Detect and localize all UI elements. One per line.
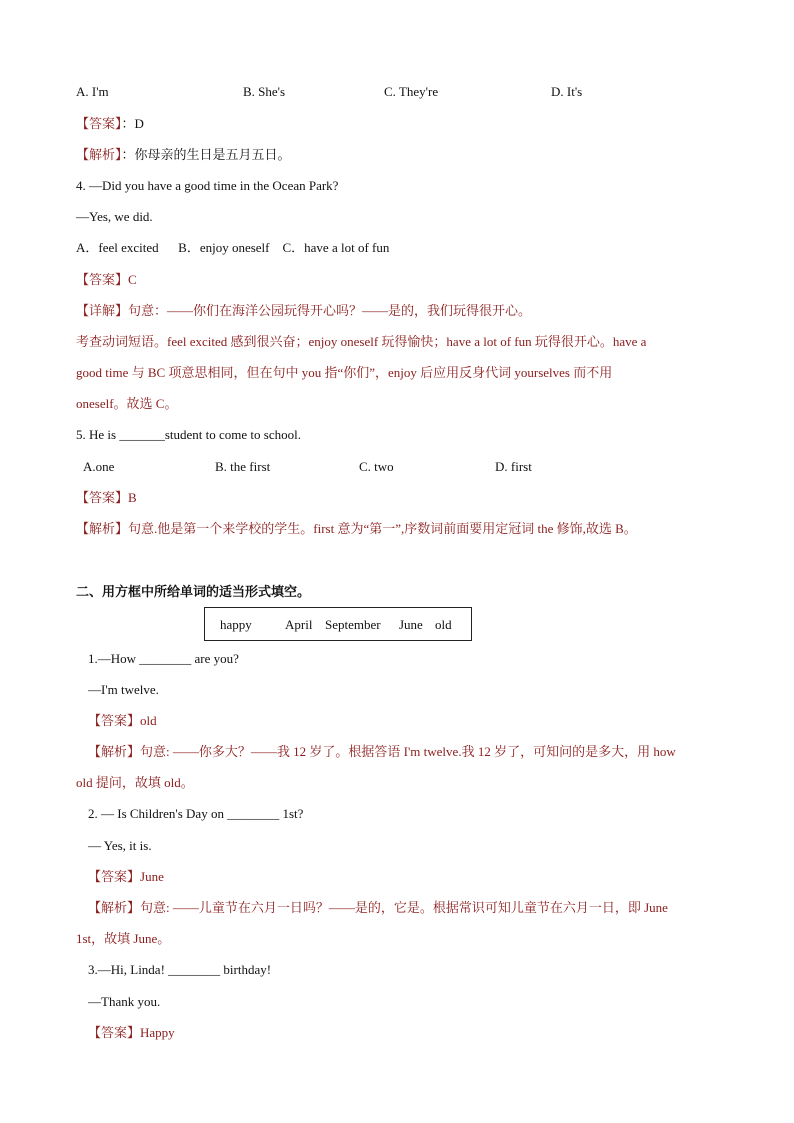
answer-label: 【答案】 — [76, 116, 122, 131]
analysis-label: 【解析】 — [88, 900, 141, 915]
word-box-word: June — [399, 617, 423, 632]
analysis-text: 句意: ——儿童节在六月一日吗？——是的，它是。根据常识可知儿童节在六月一日，即 June — [140, 900, 668, 915]
q5-option-a: A.one — [83, 459, 115, 474]
q4-stem: 4. —Did you have a good time in the Ocean Park? — [76, 178, 339, 193]
q4-reply: —Yes, we did. — [76, 209, 153, 224]
section-heading: 二、用方框中所给单词的适当形式填空。 — [76, 584, 311, 599]
answer-label: 【答案】 — [76, 490, 129, 505]
q5-option-b: B. the first — [215, 459, 271, 474]
q4-detail-2: 考查动词短语。feel excited 感到很兴奋；enjoy oneself 玩得愉快；have a lot of fun 玩得很开心。have a — [76, 334, 647, 349]
analysis-label: 【解析】 — [76, 147, 122, 162]
answer-label: 【答案】 — [76, 272, 129, 287]
q4-detail-4: oneself。故选 C。 — [76, 396, 178, 411]
fill1-stem: 1.—How ________ are you? — [88, 651, 239, 666]
detail-label: 【详解】 — [76, 303, 129, 318]
fill2-reply: — Yes, it is. — [88, 838, 152, 853]
answer-label: 【答案】 — [88, 869, 141, 884]
q4-answer — [76, 272, 137, 288]
analysis-label: 【解析】 — [88, 744, 141, 759]
fill1-reply: —I'm twelve. — [88, 682, 159, 697]
analysis-text: 句意: ——你多大？——我 12 岁了。根据答语 I'm twelve.我 12 岁了，可知问的是多大，用 how — [140, 744, 676, 759]
fill2-analysis-1 — [88, 900, 668, 916]
answer-text: C — [128, 272, 137, 287]
analysis-text: ：你母亲的生日是五月五日。 — [121, 147, 291, 162]
q3-answer — [76, 116, 144, 132]
word-box-word: happy — [220, 617, 252, 632]
fill2-analysis-2: 1st，故填 June。 — [76, 931, 171, 946]
q5-answer — [76, 490, 137, 506]
answer-label: 【答案】 — [88, 713, 141, 728]
fill2-answer — [88, 869, 164, 885]
answer-label: 【答案】 — [88, 1025, 141, 1040]
word-box-word: September — [325, 617, 381, 632]
q3-option-a: A. I'm — [76, 84, 109, 99]
detail-text: 句意：——你们在海洋公园玩得开心吗？——是的，我们玩得很开心。 — [128, 303, 532, 318]
answer-text: ：D — [121, 116, 144, 131]
q3-analysis — [76, 147, 291, 163]
q5-option-c: C. two — [359, 459, 394, 474]
answer-text: June — [140, 869, 164, 884]
word-box-word: old — [435, 617, 452, 632]
analysis-label: 【解析】 — [76, 521, 129, 536]
answer-text: B — [128, 490, 137, 505]
q3-option-c: C. They're — [384, 84, 439, 99]
q4-detail-3: good time 与 BC 项意思相同，但在句中 you 指“你们”，enjoy 后应用反身代词 yourselves 而不用 — [76, 365, 613, 380]
analysis-text: 句意.他是第一个来学校的学生。first 意为“第一”,序数词前面要用定冠词 the 修饰,故选 B。 — [128, 521, 637, 536]
word-box-word: April — [285, 617, 313, 632]
q5-analysis — [76, 521, 637, 537]
fill2-stem: 2. — Is Children's Day on ________ 1st? — [88, 806, 304, 821]
q5-stem: 5. He is _______student to come to school. — [76, 427, 301, 442]
fill1-analysis-2: old 提问，故填 old。 — [76, 775, 194, 790]
fill3-reply: —Thank you. — [88, 994, 161, 1009]
fill1-answer — [88, 713, 157, 729]
q3-option-d: D. It's — [551, 84, 583, 99]
fill3-stem: 3.—Hi, Linda! ________ birthday! — [88, 962, 272, 977]
q4-options: A．feel excited B．enjoy oneself C．have a lot of fun — [76, 240, 390, 255]
q3-option-b: B. She's — [243, 84, 286, 99]
fill3-answer — [88, 1025, 175, 1041]
fill1-analysis-1 — [88, 744, 676, 760]
q5-option-d: D. first — [495, 459, 532, 474]
answer-text: old — [140, 713, 157, 728]
q4-detail-1 — [76, 303, 531, 319]
answer-text: Happy — [140, 1025, 175, 1040]
word-box — [204, 607, 472, 641]
